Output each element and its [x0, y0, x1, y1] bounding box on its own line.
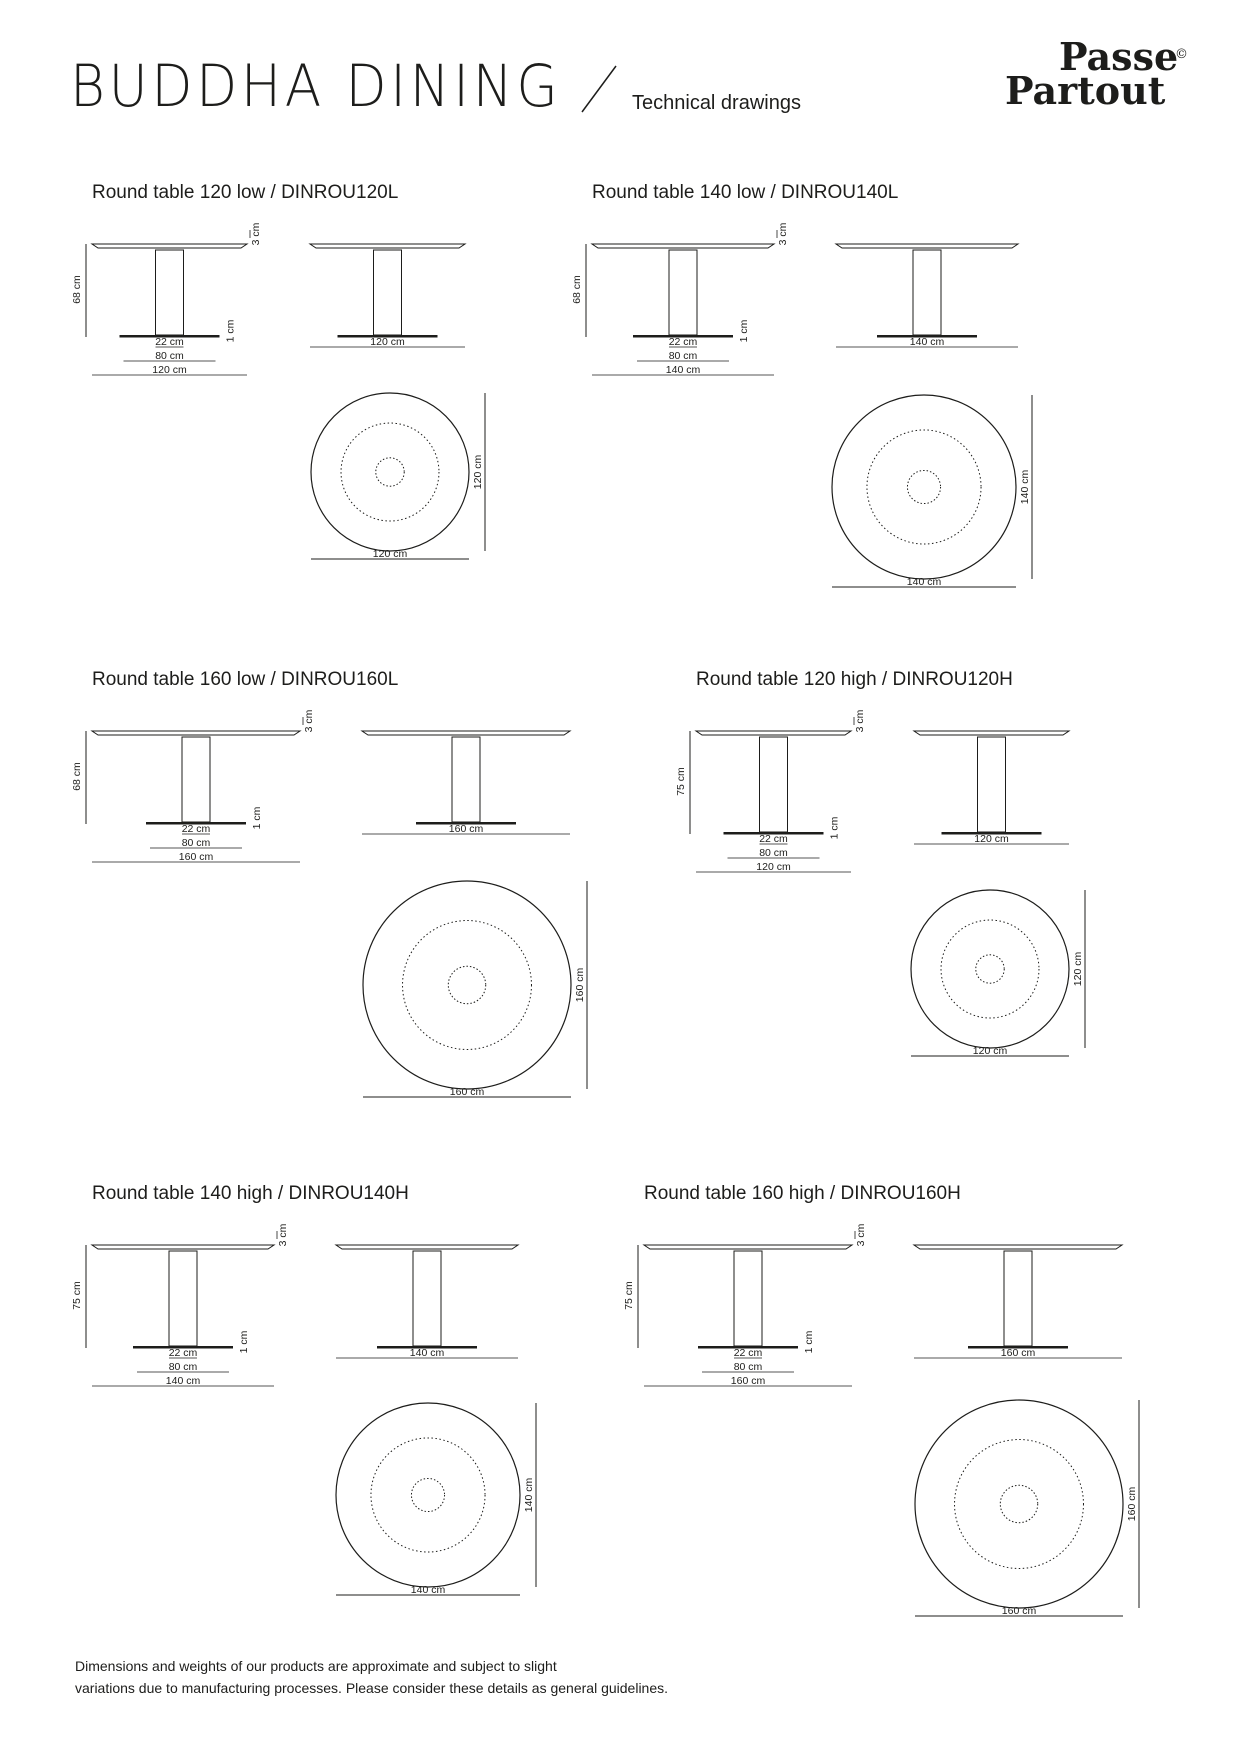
technical-drawing [71, 182, 509, 591]
tabletop-plan-circle [363, 881, 571, 1089]
column-plan-circle [1000, 1485, 1037, 1522]
plan-width-label: 160 cm [449, 1086, 485, 1098]
table-top-front [92, 731, 300, 735]
base-thickness-label: 1 cm [738, 319, 750, 343]
column-side [452, 737, 480, 822]
column-side [913, 250, 941, 335]
disclaimer [75, 1655, 668, 1699]
base-plan-circle [341, 423, 439, 521]
side-width-label: 140 cm [409, 1347, 445, 1359]
top-thickness-label: 3 cm [777, 222, 789, 246]
diameter-label: 140 cm [165, 1375, 201, 1387]
plan-width-label: 120 cm [972, 1045, 1008, 1057]
base-width-label: 80 cm [668, 350, 698, 362]
table-top-front [92, 1245, 274, 1249]
height-label: 68 cm [71, 275, 83, 304]
diameter-label: 160 cm [178, 851, 214, 863]
brand-logo [1005, 34, 1188, 113]
base-thickness-label: 1 cm [238, 1330, 250, 1354]
table-top-front [696, 731, 851, 735]
table-top-side [336, 1245, 518, 1249]
column-width-label: 22 cm [155, 336, 184, 348]
document-title: BUDDHA DINING [70, 52, 562, 120]
technical-drawing [571, 182, 1056, 619]
logo-copyright-mark: © [1175, 47, 1188, 62]
base-plan-circle [403, 921, 532, 1050]
column-plan-circle [907, 470, 940, 503]
tabletop-plan-circle [311, 393, 469, 551]
top-thickness-label: 3 cm [277, 1223, 289, 1247]
column-width-label: 22 cm [168, 1347, 198, 1359]
column-front [169, 1251, 197, 1346]
table-top-side [914, 731, 1069, 735]
table-top-side [836, 244, 1018, 248]
tabletop-plan-circle [915, 1400, 1123, 1608]
side-width-label: 160 cm [1000, 1347, 1036, 1359]
plan-width-label: 140 cm [410, 1584, 446, 1596]
base-plan-circle [941, 920, 1039, 1018]
height-label: 68 cm [571, 275, 583, 304]
document-subtitle: Technical drawings [632, 92, 801, 114]
plan-depth-label: 160 cm [574, 967, 586, 1003]
plan-depth-label: 120 cm [472, 454, 484, 490]
base-thickness-label: 1 cm [803, 1330, 815, 1354]
column-width-label: 22 cm [668, 336, 698, 348]
logo-line-2: Partout [1005, 68, 1166, 113]
base-width-label: 80 cm [759, 847, 788, 859]
column-width-label: 22 cm [733, 1347, 763, 1359]
base-thickness-label: 1 cm [828, 816, 841, 840]
technical-drawing [71, 1183, 560, 1627]
disclaimer-line-1: Dimensions and weights of our products are approximate and subject to slight [75, 1658, 557, 1674]
column-side [374, 250, 402, 335]
title-slash-divider [580, 64, 620, 114]
technical-drawing [675, 669, 1109, 1088]
top-thickness-label: 3 cm [303, 709, 315, 733]
table-top-side [310, 244, 465, 248]
column-side [413, 1251, 441, 1346]
plan-width-label: 120 cm [372, 548, 408, 560]
column-front [669, 250, 697, 335]
plan-width-label: 160 cm [1001, 1605, 1037, 1617]
plan-depth-label: 140 cm [523, 1477, 535, 1513]
table-top-side [914, 1245, 1122, 1249]
logo-line-1: Passe [1059, 34, 1179, 79]
plan-depth-label: 120 cm [1072, 951, 1084, 987]
height-label: 75 cm [675, 767, 687, 796]
plan-depth-label: 160 cm [1126, 1486, 1138, 1522]
base-width-label: 80 cm [168, 1361, 198, 1373]
top-thickness-label: 3 cm [250, 222, 262, 246]
tabletop-plan-circle [911, 890, 1069, 1048]
top-thickness-label: 3 cm [855, 1223, 867, 1247]
base-plan-circle [371, 1438, 485, 1552]
column-front [156, 250, 184, 335]
column-plan-circle [976, 955, 1004, 983]
base-width-label: 80 cm [155, 350, 184, 362]
base-plan-circle [867, 430, 981, 544]
table-top-front [92, 244, 247, 248]
side-width-label: 140 cm [909, 336, 945, 348]
side-width-label: 160 cm [448, 823, 484, 835]
base-thickness-label: 1 cm [251, 806, 263, 830]
table-title: Round table 140 low / DINROU140L [592, 182, 899, 203]
table-title: Round table 160 high / DINROU160H [644, 1183, 961, 1204]
column-plan-circle [448, 966, 485, 1003]
disclaimer-line-2: variations due to manufacturing processes. Please consider these details as general guidelines. [75, 1680, 669, 1696]
base-plan-circle [955, 1440, 1084, 1569]
base-thickness-label: 1 cm [224, 319, 237, 343]
tabletop-plan-circle [336, 1403, 520, 1587]
column-width-label: 22 cm [759, 833, 788, 845]
table-title: Round table 160 low / DINROU160L [92, 669, 399, 690]
column-side [1004, 1251, 1032, 1346]
column-front [182, 737, 210, 822]
table-top-front [592, 244, 774, 248]
top-thickness-label: 3 cm [854, 709, 866, 733]
side-width-label: 120 cm [370, 336, 405, 348]
base-width-label: 80 cm [733, 1361, 763, 1373]
table-title: Round table 140 high / DINROU140H [92, 1183, 409, 1204]
diameter-label: 120 cm [756, 861, 791, 873]
plan-depth-label: 140 cm [1019, 469, 1031, 505]
table-title: Round table 120 high / DINROU120H [696, 669, 1013, 690]
technical-drawing [71, 669, 611, 1129]
diameter-label: 160 cm [730, 1375, 766, 1387]
table-top-side [362, 731, 570, 735]
column-front [734, 1251, 762, 1346]
table-top-front [644, 1245, 852, 1249]
base-width-label: 80 cm [181, 837, 211, 849]
diameter-label: 140 cm [665, 364, 701, 376]
height-label: 75 cm [623, 1281, 635, 1310]
plan-width-label: 140 cm [906, 576, 942, 588]
column-side [978, 737, 1006, 832]
side-width-label: 120 cm [974, 833, 1009, 845]
tabletop-plan-circle [832, 395, 1016, 579]
height-label: 75 cm [71, 1281, 83, 1310]
technical-drawing [623, 1183, 1163, 1648]
column-width-label: 22 cm [181, 823, 211, 835]
column-plan-circle [376, 458, 404, 486]
column-plan-circle [411, 1478, 444, 1511]
diameter-label: 120 cm [152, 364, 187, 376]
height-label: 68 cm [71, 762, 83, 791]
column-front [760, 737, 788, 832]
table-title: Round table 120 low / DINROU120L [92, 182, 399, 203]
